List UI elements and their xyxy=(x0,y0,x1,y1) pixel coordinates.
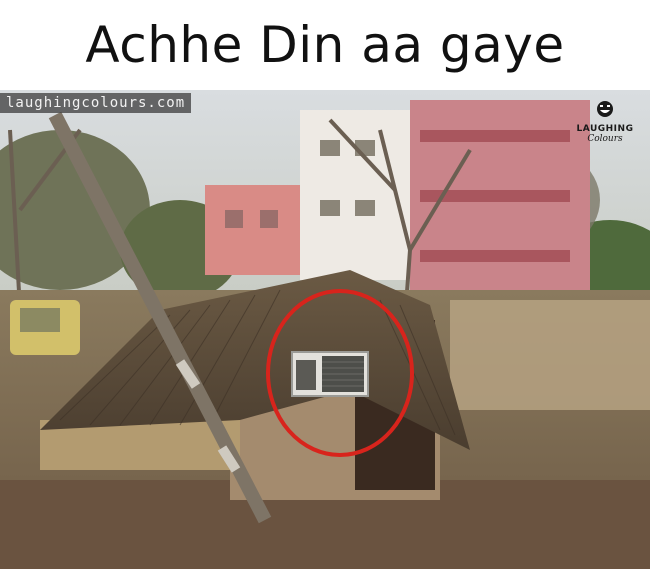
watermark: laughingcolours.com xyxy=(0,93,191,113)
logo-text: LAUGHING xyxy=(576,124,634,134)
photo-scene xyxy=(0,90,650,569)
vehicle xyxy=(10,300,80,355)
logo-subtext: Colours xyxy=(587,134,623,144)
meme-caption: Achhe Din aa gaye xyxy=(0,0,650,90)
compound-wall xyxy=(450,300,650,410)
laughing-face-icon xyxy=(594,100,616,118)
brand-logo xyxy=(574,100,636,158)
air-conditioner xyxy=(292,352,368,396)
photo xyxy=(0,90,650,569)
